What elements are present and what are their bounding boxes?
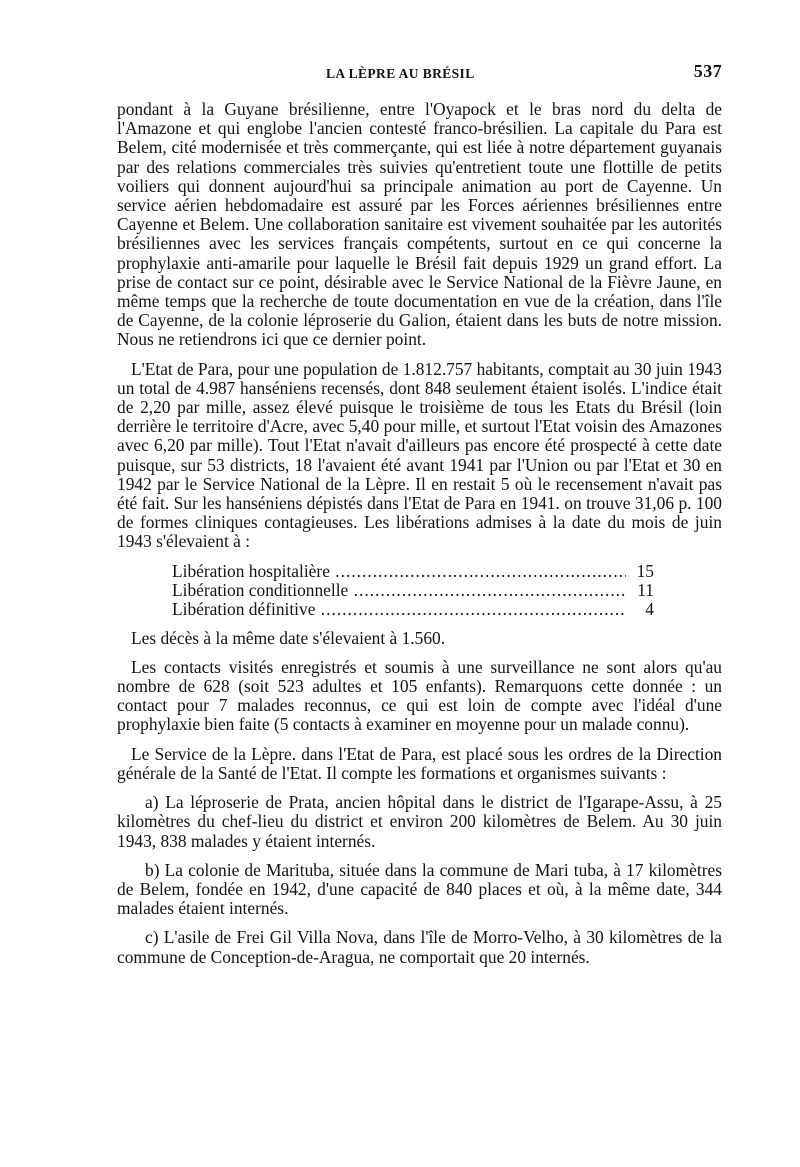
liberations-list [117,562,722,619]
body-text [117,100,722,977]
liberation-row [172,581,654,600]
list-item-b: b) La colonie de Marituba, située dans la commune de Mari tuba, à 17 kilomètres de Belem, fondée en 1942, d'une capacité de 840 places et où, à la même date, 344 malades étaient internés. [117,859,722,919]
liberation-row [172,600,654,619]
list-item-a: a) La léproserie de Prata, ancien hôpital dans le district de l'Igarape-Assu, à 25 kilomètres du chef-lieu du district et environ 200 kilomètres de Belem. Au 30 juin 1943, 838 malades y étaient internés. [117,792,722,851]
liberation-label: Libération définitive ..... [172,600,654,619]
liberation-value: 15 [626,562,654,581]
liberation-value: 4 [626,600,654,619]
paragraph-1: pondant à la Guyane brésilienne, entre l'Oyapock et le bras nord du delta de l'Amazone et qui englobe l'ancien contesté franco-brésilien. La capitale du Para est Belem, cité modernisée et très commerçante, qui est liée à notre département guyanais par des relations commerciales très suivies qu'entretient toute une flottille de petits voiliers qui donnent aujourd'hui sa principale animation au port de Cayenne. Un service aérien hebdomadaire est assuré par les Forces aériennes brésiliennes entre Cayenne et Belem. Une collaboration sanitaire est vivement souhaitée par les autorités brésiliennes avec les services français compétents, surtout en ce qui concerne la prophylaxie anti-amarile pour laquelle le Brésil fait depuis 1929 un grand effort. La prise de contact sur ce point, désirable avec le Service National de la Fièvre Jaune, en même temps que la recherche de toute documentation en vue de la création, dans l'île de Cayenne, de la colonie léproserie du Galion, étaient dans les buts de notre mission. Nous ne retiendrons ici que ce dernier point. [117,99,722,350]
running-title: LA LÈPRE AU BRÉSIL [326,66,475,81]
liberation-label: Libération hospitalière ..... [172,562,654,581]
paragraph-3: Les décès à la même date s'élevaient à 1.560. [131,627,446,648]
liberation-value: 11 [626,581,654,600]
liberation-row [172,562,654,581]
paragraph-4: Les contacts visités enregistrés et soumis à une surveillance ne sont alors qu'au nombre de 628 (soit 523 adultes et 105 enfants). Remarquons cette donnée : un contact pour 7 malades reconnus, ce qui est loin de compte avec l'idéal d'une prophylaxie bien faite (5 contacts à examiner en moyenne pour un malade connu). [117,656,722,735]
page-number: 537 [693,61,722,81]
paragraph-5: Le Service de la Lèpre. dans l'Etat de Para, est placé sous les ordres de la Direction générale de la Santé de l'Etat. Il compte les formations et organismes suivants : [117,743,722,783]
paragraph-2: L'Etat de Para, pour une population de 1.812.757 habitants, comptait au 30 juin 1943 un total de 4.987 hanséniens recensés, dont 848 seulement étaient isolés. L'indice était de 2,20 par mille, assez élevé puisque le troisième de tous les Etats du Brésil (loin derrière le territoire d'Acre, avec 5,40 pour mille, et surtout l'Etat voisin des Amazones avec 6,20 par mille). Tout l'Etat n'avait d'ailleurs pas encore été prospecté à cette date puisque, sur 53 districts, 18 l'avaient été avant 1941 par l'Union ou par l'Etat et 30 en 1942 par le Service National de la Lèpre. Il en restait 5 où le recensement n'avait pas été fait. Sur les hanséniens dépistés dans l'Etat de Para en 1941. on trouve 31,06 p. 100 de formes cliniques contagieuses. Les libérations admises à la date du mois de juin 1943 s'élevaient à : [117,358,722,552]
list-item-c: c) L'asile de Frei Gil Villa Nova, dans l'île de Morro-Velho, à 30 kilomètres de la commune de Conception-de-Aragua, ne comportait que 20 internés. [117,927,722,967]
liberation-label: Libération conditionnelle ..... [172,581,654,600]
